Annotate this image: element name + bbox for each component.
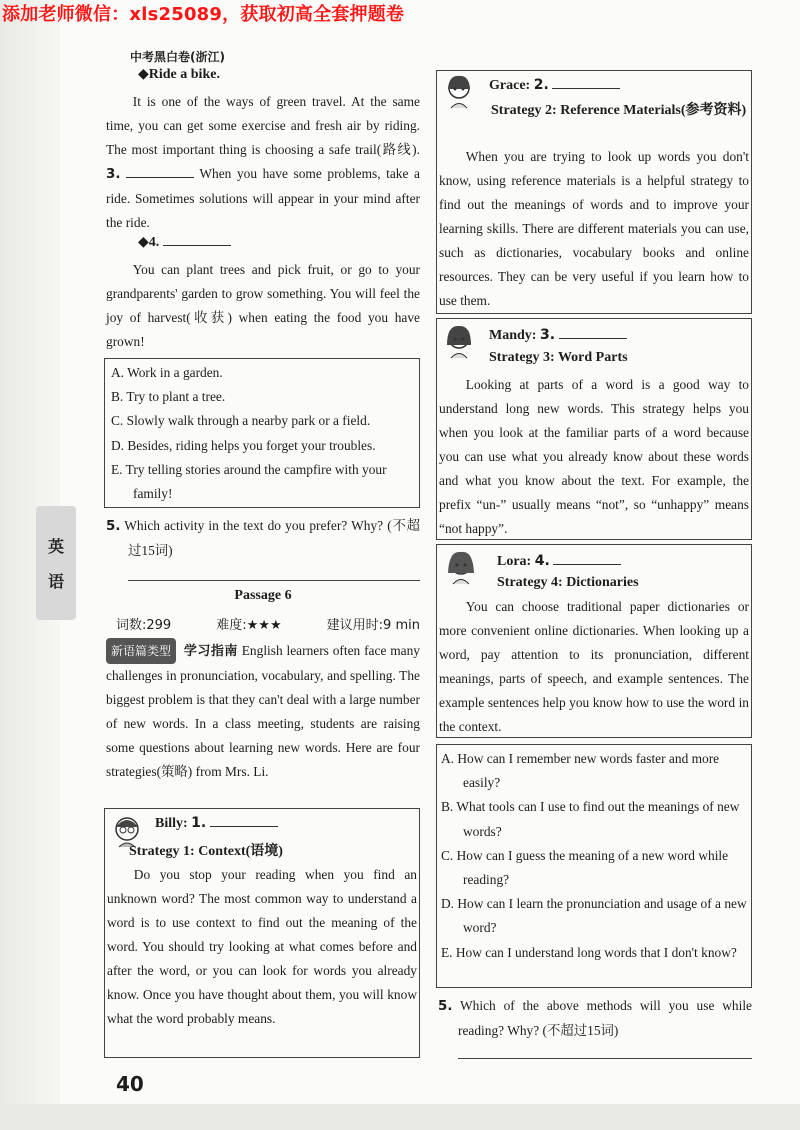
answer-blank[interactable] bbox=[210, 815, 278, 827]
answer-blank[interactable] bbox=[163, 234, 231, 246]
subject-tab bbox=[36, 506, 76, 620]
strategy-2-title: Strategy 2: Reference Materials(参考资料) bbox=[491, 103, 747, 118]
grace-line bbox=[489, 77, 620, 94]
option: B. What tools can I use to find out the meanings of new words? bbox=[441, 799, 740, 839]
lora-box bbox=[436, 544, 752, 738]
bike-paragraph bbox=[106, 90, 420, 235]
question-text: Which activity in the text do you prefer? Why? (不超过15词) bbox=[124, 518, 421, 558]
option: C. Slowly walk through a nearby park or a field. bbox=[111, 413, 371, 429]
answer-blank[interactable] bbox=[553, 553, 621, 565]
mandy-box bbox=[436, 318, 752, 540]
answer-blank[interactable] bbox=[126, 166, 194, 178]
bike-title: ◆Ride a bike. bbox=[138, 67, 220, 82]
option: E. Try telling stories around the campfire with your family! bbox=[111, 461, 387, 502]
question-text: Which of the above methods will you use while reading? Why? (不超过15词) bbox=[458, 998, 752, 1038]
strategy-4-text: You can choose traditional paper dictionaries or more convenient online dictionaries. When looking up a word, pay attention to its pronunciation, different meanings, parts of speech, and example sentences. The example sentences help you know how to use the word in the context. bbox=[439, 599, 749, 734]
speaker-name: Lora: bbox=[497, 554, 532, 569]
question-number: 2. bbox=[533, 77, 549, 93]
question-number: 3. bbox=[106, 167, 121, 182]
passage-title: Passage 6 bbox=[234, 588, 292, 603]
word-count: 词数:299 bbox=[116, 618, 172, 633]
difficulty: 难度:★★★ bbox=[216, 618, 282, 633]
question-5-right bbox=[438, 994, 752, 1043]
option: A. How can I remember new words faster and more easily? bbox=[441, 751, 720, 791]
bottom-margin-shade bbox=[0, 1104, 800, 1130]
options-box-left bbox=[104, 358, 420, 508]
strategy-3-text: Looking at parts of a word is a good way to understand long new words. This strategy helps you when you look at the familiar parts of a word because you can use what you already know about these words and what you know about the text. For example, the prefix “un-” usually means “not”, so “unhappy” means “not happy”. bbox=[439, 377, 749, 536]
intro-paragraph bbox=[106, 638, 420, 784]
answer-line[interactable] bbox=[128, 580, 420, 581]
speaker-name: Billy: bbox=[155, 816, 188, 831]
garden-paragraph: You can plant trees and pick fruit, or go to your grandparents' garden to grow something. You will feel the joy of harvest(收获) when eating the food you have grown! bbox=[106, 262, 420, 349]
passage-meta bbox=[116, 614, 420, 633]
option: A. Work in a garden. bbox=[111, 365, 223, 380]
question-5-left bbox=[106, 514, 420, 563]
speaker-name: Mandy: bbox=[489, 328, 537, 343]
question-number: 5. bbox=[106, 519, 121, 534]
page-number: 40 bbox=[116, 1072, 144, 1096]
item-4 bbox=[138, 234, 231, 251]
question-number: 1. bbox=[191, 815, 207, 831]
billy-line bbox=[155, 815, 278, 832]
option: E. How can I understand long words that I don't know? bbox=[441, 944, 737, 960]
question-number: 4. bbox=[534, 553, 550, 569]
running-header: 中考黑白卷(浙江) bbox=[130, 50, 225, 64]
question-number: 3. bbox=[539, 327, 556, 343]
bike-text: It is one of the ways of green travel. At the same time, you can get some exercise and fresh air by riding. The most important thing is choosing a safe trail(路线). bbox=[106, 94, 420, 157]
strategy-1-text: Do you stop your reading when you find an unknown word? The most common way to understand a word is to use context to find out the meaning of the word. You should try looking at what comes before and after the word, or you can look for words you already know. Once you have thought about them, you will know what the word probably means. bbox=[107, 867, 417, 1026]
billy-box bbox=[104, 808, 420, 1058]
option: B. Try to plant a tree. bbox=[111, 389, 226, 405]
intro-text: English learners often face many challenges in pronunciation, vocabulary, and spelling. The biggest problem is that they can't deal with a large number of new words. In a class meeting, students are raising some questions about learning new words. Here are four strategies(策略) from Mrs. Li. bbox=[106, 643, 420, 779]
mandy-avatar-icon bbox=[441, 323, 477, 359]
options-box-right bbox=[436, 744, 752, 988]
subject-char: 英 bbox=[47, 537, 64, 556]
text-type-tag: 新语篇类型 bbox=[106, 638, 176, 664]
option: D. How can I learn the pronunciation and usage of a new word? bbox=[441, 896, 747, 936]
item-4-label: ◆4. bbox=[138, 235, 160, 250]
grace-box bbox=[436, 70, 752, 314]
strategy-4-title: Strategy 4: Dictionaries bbox=[497, 575, 639, 590]
speaker-name: Grace: bbox=[489, 78, 531, 93]
option: C. How can I guess the meaning of a new word while reading? bbox=[441, 847, 729, 888]
lora-avatar-icon bbox=[443, 549, 479, 585]
suggested-time: 建议用时:9 min bbox=[326, 618, 420, 633]
strategy-3-title: Strategy 3: Word Parts bbox=[489, 350, 628, 365]
lora-line bbox=[497, 553, 621, 570]
answer-line[interactable] bbox=[458, 1058, 752, 1059]
bike-text-2: When you have some problems, take a ride. Sometimes solutions will appear in your mind after the ride. bbox=[106, 166, 420, 230]
promo-banner: 添加老师微信：xls25089，获取初高全套押题卷 bbox=[2, 4, 405, 25]
subject-char: 语 bbox=[47, 572, 64, 591]
mandy-line bbox=[489, 327, 627, 344]
answer-blank[interactable] bbox=[559, 327, 627, 339]
question-number: 5. bbox=[438, 999, 453, 1014]
guide-label: 学习指南 bbox=[183, 644, 238, 659]
strategy-2-text: When you are trying to look up words you don't know, using reference materials is a helpful strategy to find out the meanings of words and to improve your learning skills. There are different materials you can use, such as dictionaries, vocabulary books and online resources. They can be very useful if you learn how to use them. bbox=[439, 149, 749, 308]
option: D. Besides, riding helps you forget your troubles. bbox=[111, 437, 376, 453]
answer-blank[interactable] bbox=[552, 77, 620, 89]
strategy-1-title: Strategy 1: Context(语境) bbox=[129, 844, 283, 859]
